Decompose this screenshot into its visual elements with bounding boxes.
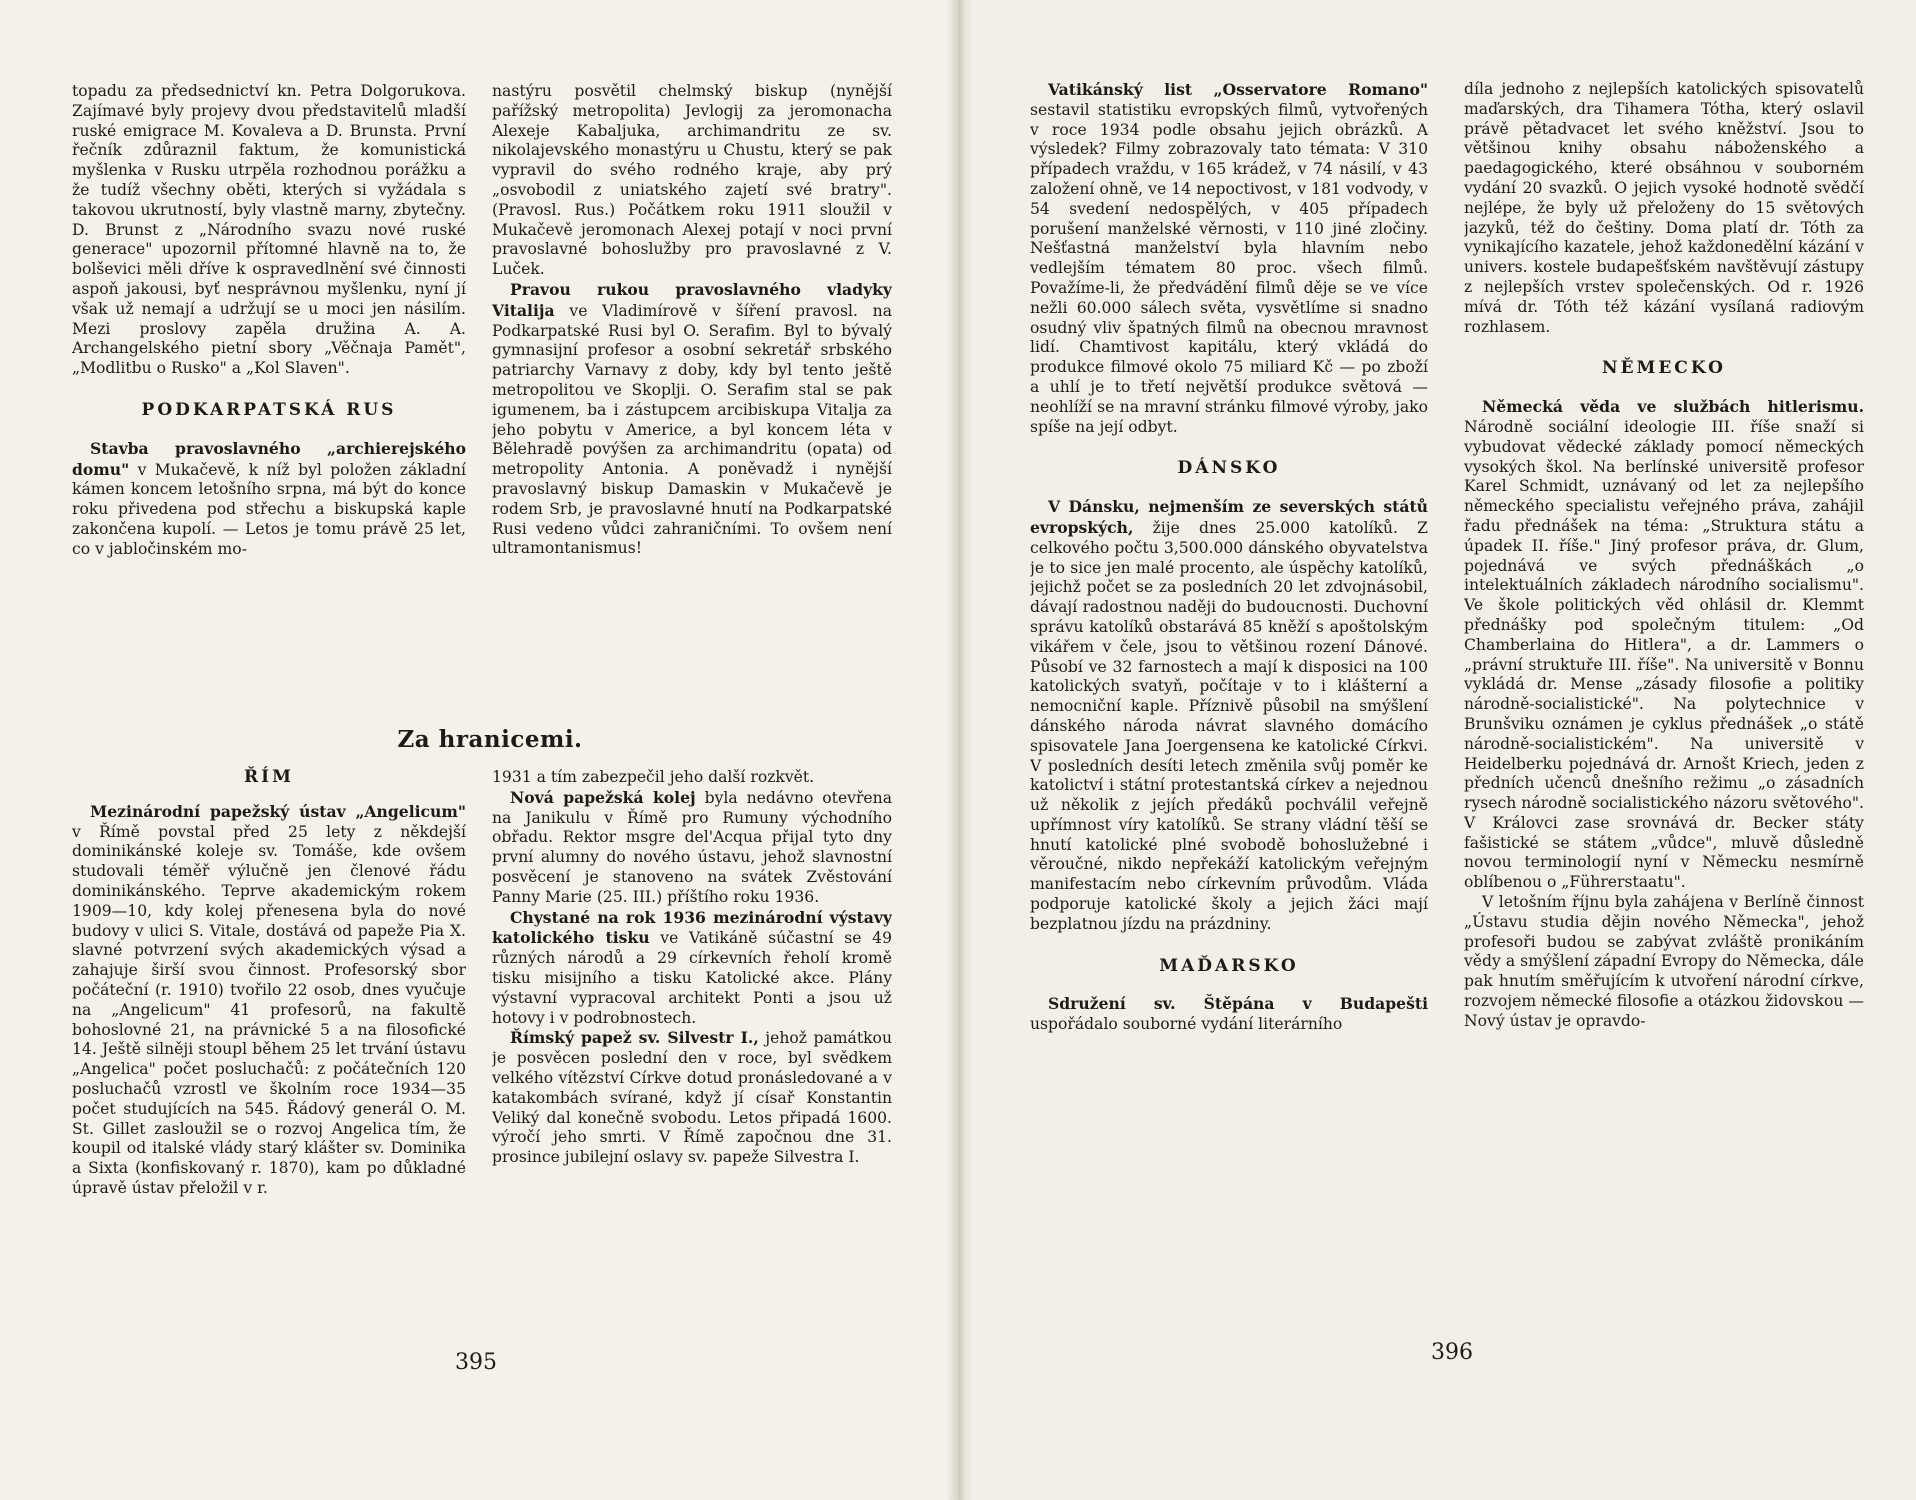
paragraph — [1030, 497, 1428, 935]
left-column-2-bottom — [492, 768, 892, 1328]
paragraph — [1030, 80, 1428, 437]
book-gutter — [946, 0, 972, 1500]
body-text: uspořádalo souborné vydání literárního — [1030, 1015, 1343, 1034]
body-text: byla nedávno otevřena na Janikulu v Římě pro Rumuny východního obřadu. Rektor msgre del'Acqua přijal tyto dny první alumny do nového ústavu, jehož slavnostní posvěcení je stanoveno na svátek Zvěstování Panny Marie (25. III.) příštího roku 1936. — [492, 788, 892, 906]
lead-text: Stavba pravoslavného „archierejského domu" — [72, 438, 466, 479]
lead-text: Vatikánský list „Osservatore Romano" — [1048, 80, 1428, 99]
left-column-1-bottom — [72, 762, 466, 1330]
paragraph — [1464, 397, 1864, 893]
paragraph — [492, 788, 892, 908]
heading-nemecko: NĚMECKO — [1602, 358, 1726, 379]
page-number-left: 395 — [455, 1350, 497, 1375]
body-text: v Římě povstal před 25 lety z někdejší dominikánské koleje sv. Tomáše, kde ovšem studovali téměř výlučně jen členové řádu dominikánského. Teprve akademickým rokem 1909—10, kdy kolej přenesena byla do nové budovy v ulici S. Vitale, dostává od papeže Pia X. slavné potvrzení svých akademických výsad a zahajuje širší svou činnost. Profesorský sbor počáteční (r. 1910) tvořilo 22 osob, dnes vyučuje na „Angelicum" 41 profesorů, na fakultě bohoslovné 21, na právnické 5 a na filosofické 14. Ještě silněji stoupl během 25 let trvání ústavu „Angelica" počet posluchačů: z počátečních 120 posluchačů vzrostl ve školním roce 1934—35 počet studujících na 545. Řádový generál O. M. St. Gillet zasloužil se o rozvoj Angelica tím, že koupil od italské vlády starý klášter sv. Dominika a Sixta (konfiskovaný r. 1870), kam po důkladné úpravě ústav přeložil v r. — [72, 822, 466, 1197]
lead-text: Pravou rukou pravoslavného vladyky Vitalija — [492, 279, 892, 320]
lead-text: Mezinárodní papežský ústav „Angelicum" — [90, 801, 466, 821]
paragraph — [1030, 994, 1428, 1035]
paragraph — [492, 908, 892, 1029]
lead-text: Římský papež sv. Silvestr I., — [510, 1028, 759, 1048]
paragraph — [72, 802, 466, 1199]
lead-text: Sdružení sv. Štěpána v Budapešti — [1048, 994, 1428, 1014]
body-text: žije dnes 25.000 katolíků. Z celkového počtu 3,500.000 dánského obyvatelstva je to sice jen malé procento, ale úspěchy katolíků, jejichž počet se za posledních 20 let zdvojnásobil, dávají radostnou naději do budoucnosti. Duchovní správu katolíků obstarává 85 kněží s apoštolským vikářem v čele, jsou to většinou rození Dánové. Působí ve 32 farnostech a mají k disposici na 100 katolických svatyň, počítaje v to i klášterní a nemocniční kaple. Příznivě působil na smýšlení dánského národa návrat slavného domácího spisovatele Jana Joergensena ke katolické Církvi. V posledních desíti letech změnila svůj poměr ke katolictví i státní protestantská církev a nejednou už několik z jejích předáků pochválil veřejně upřímnost víry katolíků. Se strany vládní těší se hnutí katolické plné svobodě bohoslužebné i věroučné, nikdo nepřekáží katolickým veřejným manifestacím nebo církevním průvodům. Vláda podporuje katolické školy a jejich žáci mají bezplatnou jízdu na prázdniny. — [1030, 518, 1428, 933]
paragraph — [72, 439, 466, 560]
body-text: ve Vatikáně súčastní se 49 různých národů a 29 církevních řeholí kromě tisku misijního a tisku Katolické akce. Plány výstavní vypracoval architekt Ponti a jsou už hotovy i v podrobnostech. — [492, 929, 892, 1027]
body-text: ve Vladimírově v šíření pravosl. na Podkarpatské Rusi byl O. Serafim. Byl to bývalý gymnasijní profesor a osobní sekretář srbského patriarchy Varnavy z doby, kdy byl tento ještě metropolitou ve Skoplji. O. Serafim stal se pak igumenem, ba i zástupcem arcibiskupa Vitalja za jeho pobytu v Americe, a byl koncem léta v Bělehradě povýšen za archimandritu (opata) od metropolity Antonia. A poněvadž i nynější pravoslavný biskup Damaskin v Mukačevě je rodem Srb, je pravoslavné hnutí na Podkarpatské Rusi vedeno vůdci zahraničními. To ovšem není ultramontanismus! — [492, 301, 892, 558]
page-number-right: 396 — [1431, 1340, 1473, 1365]
lead-text: Nová papežská kolej — [510, 787, 696, 807]
body-text: jehož památkou je posvěcen poslední den v roce, byl svědkem velkého vítězství Církve dotud pronásledované a v katakombách svírané, když jí císař Konstantin Veliký dal konečně svobodu. Letos připadá 1600. výročí jeho smrti. V Římě započnou dne 31. prosince jubilejní oslavy sv. papeže Silvestra I. — [492, 1029, 892, 1167]
paragraph — [492, 280, 892, 559]
right-column-1 — [1030, 80, 1428, 1320]
paragraph: V letošním říjnu byla zahájena v Berlíně činnost „Ústavu studia dějin nového Německa", jehož profesoři budou se zabývat zvláště pronikáním vědy a smýšlení západní Evropy do Německa, dále pak hnutím směřujícím k utvoření národní církve, rozvojem německé filosofie a otázkou židovskou — Nový ústav je opravdo- — [1464, 893, 1864, 1030]
lead-text: V Dánsku, nejmenším ze severských států evropských, — [1030, 497, 1428, 537]
heading-madarsko: MAĎARSKO — [1159, 955, 1299, 976]
paragraph — [492, 1028, 892, 1168]
heading-rim: ŘÍM — [244, 767, 294, 787]
paragraph: díla jednoho z nejlepších katolických spisovatelů maďarských, dra Tihamera Tótha, který oslavil právě pětadvacet let svého kněžství. Jsou to většinou knihy obsahu náboženského a paedagogického, které obsáhnou v souborném vydání 20 svazků. O jejich vysoké hodnotě svědčí nejlépe, že byly už přeloženy do 15 světových jazyků, též do češtiny. Doma platí dr. Tóth za vynikajícího kazatele, jehož každonedělní kázání v univers. kostele budapešťském navštěvují zástupy z nejlepších vrstev společenských. Od r. 1926 mívá dr. Tóth též kázání vysílaná radiovým rozhlasem. — [1464, 80, 1864, 336]
paragraph: topadu za předsednictví kn. Petra Dolgorukova. Zajímavé byly projevy dvou představitelů mladší ruské emigrace M. Kovaleva a D. Brunsta. První řečník zdůraznil faktum, že komunistická myšlenka v Rusku utrpěla rozhodnou porážku a že tudíž všechny oběti, kterých si vyžádala s takovou ukrutností, byly vlastně marny, zbytečny. D. Brunst z „Národního svazu nové ruské generace" upozornil přítomné hlavně na to, že bolševici měli dříve k ospravedlnění své činnosti aspoň jakousi, byť nesprávnou myšlenku, nyní jí však už nemají a udržují se u moci jen násilím. Mezi proslovy zapěla družina A. A. Archangelského pietní sbory „Věčnaja Pamět", „Modlitbu o Rusko" a „Kol Slaven". — [72, 82, 466, 378]
body-text: sestavil statistiku evropských filmů, vytvořených v roce 1934 podle obsahu jejich obrázků. A výsledek? Filmy zobrazovaly tato témata: V 310 případech vraždu, v 165 krádež, v 74 násilí, v 43 založení ohně, ve 14 nepoctivost, v 181 vodvody, v 54 svedení nedospělých, v 405 případech porušení manželské věrnosti, v 110 jiné zločiny. Nešťastná manželství byla hlavním nebo vedlejším tématem 80 proc. všech filmů. Považíme-li, že předvádění filmů děje se ve více nežli 60.000 sálech světa, vysvětlíme si snadno osudný vliv špatných filmů na obecnou mravnost lidí. Chamtivost kapitálu, který vkládá do produkce filmové okolo 75 miliard Kč — po zboží a uhlí je to třetí největší produkce světová — neohlíží se na mravní stránku filmové výroby, jako spíše na její odbyt. — [1030, 100, 1428, 436]
right-column-2 — [1464, 80, 1864, 1320]
body-text: v Mukačevě, k níž byl položen základní kámen koncem letošního srpna, má být do konce roku přivedena pod střechu a biskupská kaple zakončena kupolí. — Letos je tomu právě 25 let, co v jabločinském mo- — [72, 460, 466, 558]
left-column-2-top — [492, 82, 892, 712]
section-title-za-hranicemi: Za hranicemi. — [397, 726, 583, 753]
lead-text: Německá věda ve službách hitlerismu. — [1482, 397, 1864, 417]
lead-text: Chystané na rok 1936 mezinárodní výstavy katolického tisku — [492, 907, 892, 948]
paragraph: nastýru posvětil chelmský biskup (nynější pařížský metropolita) Jevlogij za jeromonacha Alexeje Kabaljuka, archimandritu ze sv. nikolajevského monastýru u Chustu, který se pak vypravil do svého rodného kraje, aby prý „osvobodil z uniatského zajetí své bratry". (Pravosl. Rus.) Počátkem roku 1911 sloužil v Mukačevě jeromonach Alexej potají v noci první pravoslavné bohoslužby pro pravoslavné z V. Luček. — [492, 82, 892, 279]
heading-podkarpatska-rus: PODKARPATSKÁ RUS — [141, 399, 397, 420]
left-column-1-top — [72, 82, 466, 694]
body-text: Národně sociální ideologie III. říše snaží si vybudovat vědecké základy pomocí německých vysokých škol. Na berlínské universitě profesor Karel Schmidt, uznávaný od let za nejlepšího německého specialistu veřejného práva, zahájil řadu přednášek na téma: „Struktura státu a úpadek II. říše." Jiný profesor práva, dr. Glum, pojednává ve svých přednáškách „o intelektuálních základech národního socialismu". Ve škole politických věd ohlásil dr. Klemmt přednášky pod společným titulem: „Od Chamberlaina do Hitlera", a dr. Lammers o „právní struktuře III. říše". Na universitě v Bonnu vykládá dr. Mense „zásady filosofie a politiky národně-socialistické". Na polytechnice v Brunšviku oznámen je cyklus přednášek „o státě národně-socialistickém". Na universitě v Heidelberku pojednává dr. Arnošt Kriech, jeden z předních učenců dnešního režimu „o zásadních rysech národně socialistického názoru světového". V Královci zase srovnává dr. Becker státy fašistické se státem „vůdce", mluvě důsledně novou terminologií nyní v Německu nesmírně oblíbenou o „Führerstaatu". — [1464, 417, 1864, 892]
heading-dansko: DÁNSKO — [1177, 458, 1281, 479]
paragraph: 1931 a tím zabezpečil jeho další rozkvět. — [492, 768, 815, 786]
